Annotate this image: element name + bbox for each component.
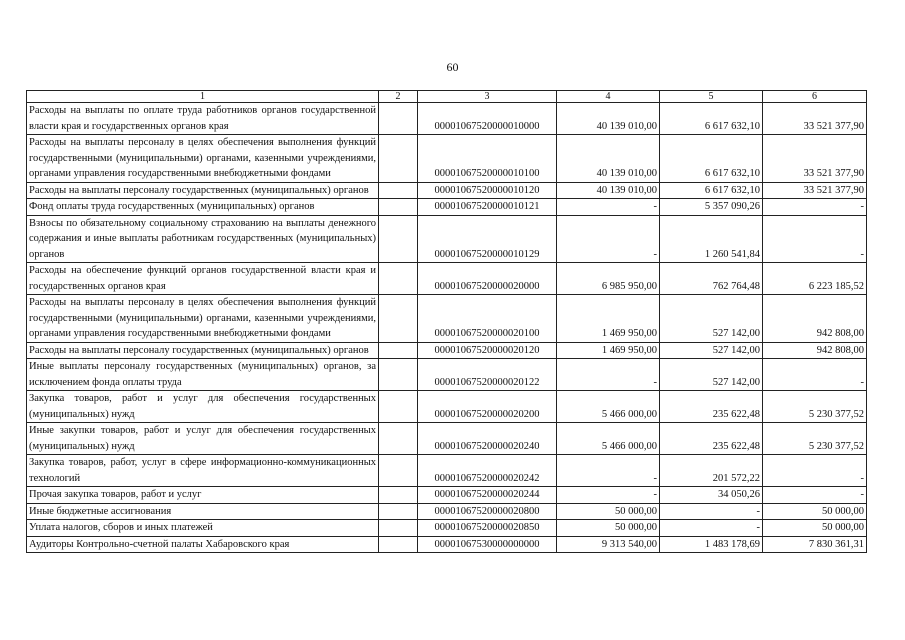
row-code-cell: 00001067520000010120	[418, 182, 557, 199]
row-col2-cell	[379, 215, 418, 263]
row-col6-cell: 33 521 377,90	[763, 135, 867, 183]
table-row	[27, 536, 867, 553]
row-col2-cell	[379, 199, 418, 216]
row-code-cell: 00001067520000020122	[418, 359, 557, 391]
row-col5-cell: 527 142,00	[660, 342, 763, 359]
row-col5-cell: 34 050,26	[660, 487, 763, 504]
row-name-cell: Расходы на выплаты персоналу государственных (муниципальных) органов	[27, 342, 379, 359]
row-col2-cell	[379, 391, 418, 423]
row-col2-cell	[379, 182, 418, 199]
row-col2-cell	[379, 135, 418, 183]
row-col2-cell	[379, 263, 418, 295]
row-col4-cell: 1 469 950,00	[557, 295, 660, 343]
row-col2-cell	[379, 359, 418, 391]
row-col4-cell: 5 466 000,00	[557, 391, 660, 423]
row-col5-cell: 6 617 632,10	[660, 135, 763, 183]
row-col4-cell: -	[557, 455, 660, 487]
table-body	[27, 103, 867, 553]
row-col5-cell: 201 572,22	[660, 455, 763, 487]
row-col2-cell	[379, 536, 418, 553]
row-col5-cell: -	[660, 520, 763, 537]
table-row	[27, 263, 867, 295]
row-name-cell: Расходы на обеспечение функций органов государственной власти края и государственных органов края	[27, 263, 379, 295]
table-row	[27, 103, 867, 135]
header-row	[27, 91, 867, 103]
row-col6-cell: 50 000,00	[763, 520, 867, 537]
row-code-cell: 00001067520000010000	[418, 103, 557, 135]
row-col2-cell	[379, 295, 418, 343]
row-name-cell: Закупка товаров, работ, услуг в сфере информационно-коммуникационных технологий	[27, 455, 379, 487]
row-col6-cell: -	[763, 215, 867, 263]
row-col2-cell	[379, 487, 418, 504]
row-code-cell: 00001067520000020800	[418, 503, 557, 520]
page-number: 60	[446, 60, 459, 74]
table-row	[27, 455, 867, 487]
column-header: 4	[557, 91, 660, 103]
row-name-cell: Иные выплаты персоналу государственных (муниципальных) органов, за исключением фонда оплаты труда	[27, 359, 379, 391]
row-name-cell: Взносы по обязательному социальному страхованию на выплаты денежного содержания и иные выплаты работникам государственных (муниципальных) органов	[27, 215, 379, 263]
row-col4-cell: 5 466 000,00	[557, 423, 660, 455]
table-row	[27, 520, 867, 537]
column-header: 2	[379, 91, 418, 103]
row-col6-cell: 33 521 377,90	[763, 182, 867, 199]
row-col4-cell: -	[557, 199, 660, 216]
row-col6-cell: -	[763, 455, 867, 487]
row-col5-cell: 5 357 090,26	[660, 199, 763, 216]
row-code-cell: 00001067520000020850	[418, 520, 557, 537]
row-col4-cell: 50 000,00	[557, 503, 660, 520]
row-name-cell: Иные закупки товаров, работ и услуг для обеспечения государственных (муниципальных) нужд	[27, 423, 379, 455]
row-col5-cell: 235 622,48	[660, 423, 763, 455]
row-name-cell: Расходы на выплаты персоналу в целях обеспечения выполнения функций государственными (муниципальными) органами, казенными учреждениями, органами управления государственными внебюджетными фондами	[27, 135, 379, 183]
row-col2-cell	[379, 455, 418, 487]
row-col4-cell: 50 000,00	[557, 520, 660, 537]
table-row	[27, 215, 867, 263]
budget-table	[26, 90, 867, 553]
row-col2-cell	[379, 503, 418, 520]
row-code-cell: 00001067520000020244	[418, 487, 557, 504]
row-code-cell: 00001067520000020120	[418, 342, 557, 359]
table-row	[27, 295, 867, 343]
table-row	[27, 487, 867, 504]
row-name-cell: Уплата налогов, сборов и иных платежей	[27, 520, 379, 537]
row-col5-cell: -	[660, 503, 763, 520]
row-name-cell: Закупка товаров, работ и услуг для обеспечения государственных (муниципальных) нужд	[27, 391, 379, 423]
row-col4-cell: 40 139 010,00	[557, 182, 660, 199]
row-code-cell: 00001067520000010100	[418, 135, 557, 183]
table-row	[27, 199, 867, 216]
row-col6-cell: -	[763, 487, 867, 504]
row-col5-cell: 762 764,48	[660, 263, 763, 295]
row-col6-cell: 50 000,00	[763, 503, 867, 520]
row-col5-cell: 527 142,00	[660, 295, 763, 343]
table-row	[27, 182, 867, 199]
row-col4-cell: -	[557, 487, 660, 504]
row-col4-cell: -	[557, 215, 660, 263]
row-code-cell: 00001067520000010129	[418, 215, 557, 263]
column-header: 1	[27, 91, 379, 103]
row-col5-cell: 1 483 178,69	[660, 536, 763, 553]
row-name-cell: Прочая закупка товаров, работ и услуг	[27, 487, 379, 504]
column-header: 5	[660, 91, 763, 103]
row-code-cell: 00001067520000010121	[418, 199, 557, 216]
row-col6-cell: 942 808,00	[763, 342, 867, 359]
row-name-cell: Иные бюджетные ассигнования	[27, 503, 379, 520]
row-col6-cell: -	[763, 199, 867, 216]
table-row	[27, 342, 867, 359]
row-col2-cell	[379, 423, 418, 455]
row-code-cell: 00001067530000000000	[418, 536, 557, 553]
column-header: 3	[418, 91, 557, 103]
row-col5-cell: 235 622,48	[660, 391, 763, 423]
row-col6-cell: 5 230 377,52	[763, 391, 867, 423]
row-col6-cell: 33 521 377,90	[763, 103, 867, 135]
row-col5-cell: 6 617 632,10	[660, 182, 763, 199]
row-col5-cell: 1 260 541,84	[660, 215, 763, 263]
table-row	[27, 391, 867, 423]
row-col4-cell: 9 313 540,00	[557, 536, 660, 553]
column-header: 6	[763, 91, 867, 103]
row-name-cell: Расходы на выплаты по оплате труда работников органов государственной власти края и государственных органов края	[27, 103, 379, 135]
row-col4-cell: 1 469 950,00	[557, 342, 660, 359]
row-col2-cell	[379, 342, 418, 359]
row-name-cell: Аудиторы Контрольно-счетной палаты Хабаровского края	[27, 536, 379, 553]
row-code-cell: 00001067520000020000	[418, 263, 557, 295]
table-row	[27, 423, 867, 455]
row-code-cell: 00001067520000020200	[418, 391, 557, 423]
row-col4-cell: 40 139 010,00	[557, 103, 660, 135]
row-col6-cell: 7 830 361,31	[763, 536, 867, 553]
table-row	[27, 135, 867, 183]
table-row	[27, 503, 867, 520]
row-col5-cell: 6 617 632,10	[660, 103, 763, 135]
row-code-cell: 00001067520000020100	[418, 295, 557, 343]
row-code-cell: 00001067520000020240	[418, 423, 557, 455]
row-col4-cell: -	[557, 359, 660, 391]
table-row	[27, 359, 867, 391]
row-col6-cell: 942 808,00	[763, 295, 867, 343]
row-col6-cell: 6 223 185,52	[763, 263, 867, 295]
row-col2-cell	[379, 103, 418, 135]
row-col6-cell: -	[763, 359, 867, 391]
row-col6-cell: 5 230 377,52	[763, 423, 867, 455]
row-name-cell: Расходы на выплаты персоналу в целях обеспечения выполнения функций государственными (муниципальными) органами, казенными учреждениями, органами управления государственными внебюджетными фондами	[27, 295, 379, 343]
row-col5-cell: 527 142,00	[660, 359, 763, 391]
row-name-cell: Расходы на выплаты персоналу государственных (муниципальных) органов	[27, 182, 379, 199]
row-col4-cell: 40 139 010,00	[557, 135, 660, 183]
row-col4-cell: 6 985 950,00	[557, 263, 660, 295]
row-name-cell: Фонд оплаты труда государственных (муниципальных) органов	[27, 199, 379, 216]
row-code-cell: 00001067520000020242	[418, 455, 557, 487]
row-col2-cell	[379, 520, 418, 537]
